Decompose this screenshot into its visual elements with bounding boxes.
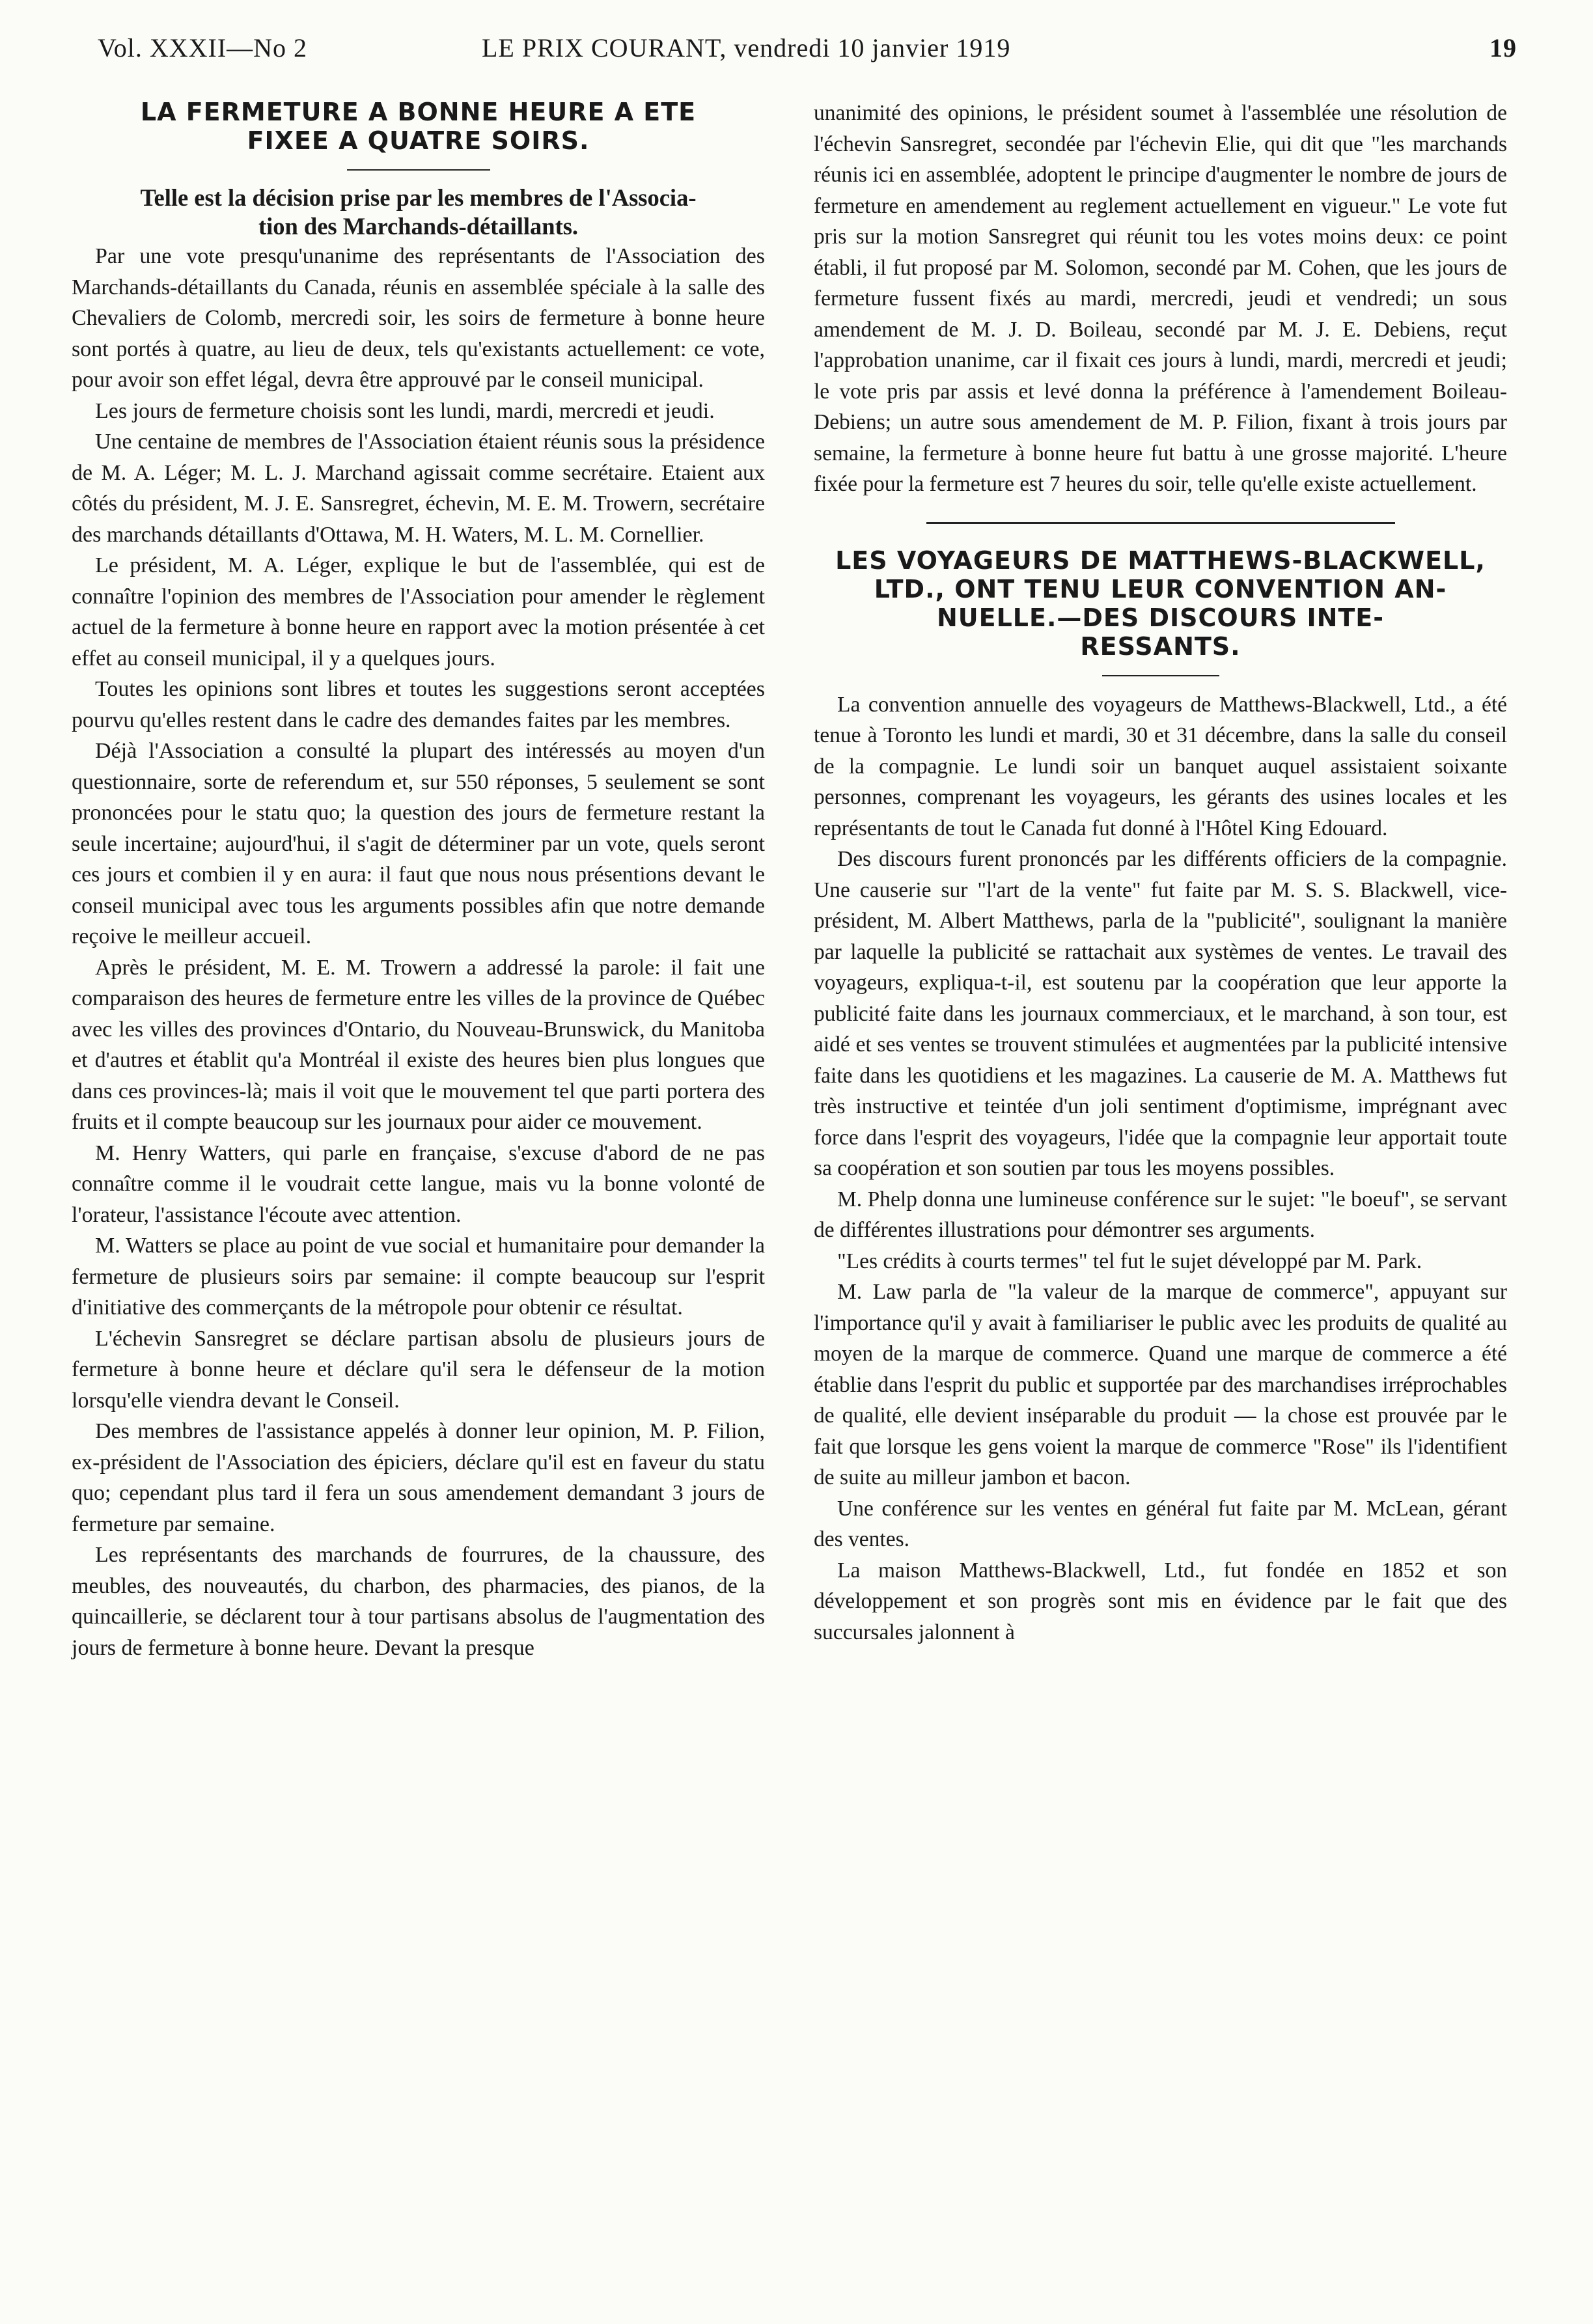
paragraph-continued: unanimité des opinions, le président soumet à l'assemblée une résolution de l'échevin Sansregret, secondée par l'échevin Elie, qui dit que "les marchands réunis ici en assemblée, adoptent le principe d'augmenter le nombre de jours de fermeture en amendement au reglement actuellement en vigueur." Le vote fut pris sur la motion Sansregret qui réunit tou les votes moins deux: ce point établi, il fut proposé par M. Solomon, secondé par M. Cohen, que les jours de fermeture fussent fixés au mardi, mercredi, jeudi et vendredi; un sous amendement de M. J. D. Boileau, secondé par M. J. E. Debiens, reçut l'approbation unanime, car il fixait ces jours à lundi, mardi, mercredi et jeudi; le vote pris par assis et levé donna la préférence à l'amendement Boileau-Debiens; un autre sous amendement de M. P. Filion, fixant à trois jours par semaine, la fermeture à bonne heure fut battu à une grosse majorité. L'heure fixée pour la fermeture est 7 heures du soir, telle qu'elle existe actuellement. (814, 101, 1507, 496)
paragraph: L'échevin Sansregret se déclare partisan absolu de plusieurs jours de fermeture à bonne heure et déclare qu'il sera le défenseur de la motion lorsqu'elle viendra devant le Conseil. (72, 1326, 765, 1413)
publication-date: LE PRIX COURANT, vendredi 10 janvier 1919 (482, 33, 1011, 62)
paragraph: Le président, M. A. Léger, explique le but de l'assemblée, qui est de connaître l'opinion des membres de l'Association pour amender le règlement actuel de la fermeture à bonne heure en rapport avec la motion présentée à cet effet au conseil municipal, il y a quelques jours. (72, 553, 765, 671)
running-head (91, 29, 1517, 68)
title-divider (347, 169, 490, 171)
article2-title-line4: RESSANTS. (1080, 631, 1241, 661)
page-number: 19 (1489, 33, 1517, 62)
paragraph: La maison Matthews-Blackwell, Ltd., fut fondée en 1852 et son développement et son progrès sont mis en évidence par le fait que des succursales jalonnent à (814, 1558, 1507, 1644)
paragraph: M. Watters se place au point de vue social et humanitaire pour demander la fermeture de plusieurs soirs par semaine: il compte beaucoup sur l'esprit d'initiative des commerçants de la métropole pour obtenir ce résultat. (72, 1234, 765, 1320)
paragraph: Après le président, M. E. M. Trowern a addressé la parole: il fait une comparaison des heures de fermeture entre les villes de la province de Québec avec les villes des provinces d'Ontario, du Nouveau-Brunswick, du Manitoba et d'autres et établit qu'a Montréal il existe des heures bien plus longues que dans ces provinces-là; mais il voit que le mouvement tel que parti portera des fruits et il compte beaucoup sur les journaux pour aider ce mouvement. (72, 955, 765, 1134)
paragraph: Des discours furent prononcés par les différents officiers de la compagnie. Une causerie sur "l'art de la vente" fut faite par M. S. S. Blackwell, vice-président, M. Albert Matthews, parla de la "publicité", soulignant la manière par laquelle la publicité se rattachait aux systèmes de ventes. Le travail des voyageurs, expliqua-t-il, est soutenu par la coopération que leur apporte la publicité faite dans les journaux commerciaux, et le marchand, à son tour, est aidé et ses ventes se trouvent stimulées et augmentées par la publicité intensive faite dans les quotidiens et les magazines. La causerie de M. A. Matthews fut très instructive et teintée d'un joli sentiment d'optimisme, imprégnant avec force dans l'esprit des voyageurs, l'idée que la compagnie leur apportait toute sa coopération et son soutien par tous les moyens possibles. (814, 847, 1507, 1180)
paragraph: Toutes les opinions sont libres et toutes les suggestions seront acceptées pourvu qu'elles restent dans le cadre des demandes faites par les membres. (72, 677, 765, 732)
article2-title-line3: NUELLE.—DES DISCOURS INTE- (936, 603, 1385, 632)
paragraph: Des membres de l'assistance appelés à donner leur opinion, M. P. Filion, ex-président de l'Association des épiciers, déclare qu'il est en faveur du statu quo; cependant plus tard il fera un sous amendement demandant 3 jours de fermeture par semaine. (72, 1419, 765, 1536)
article1-title-line1: LA FERMETURE A BONNE HEURE A ETE (140, 98, 697, 126)
article-matthews-blackwell (814, 546, 1507, 1648)
left-column (72, 98, 765, 1663)
article-separator (926, 522, 1395, 524)
paragraph: M. Henry Watters, qui parle en française, s'excuse d'abord de ne pas connaître comme il le voudrait cette langue, mais vu la bonne volonté de l'orateur, l'assistance l'écoute avec attention. (72, 1141, 765, 1227)
article1-subtitle-line1: Telle est la décision prise par les membres de l'Associa- (140, 184, 697, 211)
article1-body-continued (814, 98, 1507, 500)
right-column (814, 98, 1507, 1648)
article1-body-left (72, 241, 765, 1663)
article1-title-line2: FIXEE A QUATRE SOIRS. (247, 126, 590, 155)
paragraph: M. Law parla de "la valeur de la marque de commerce", appuyant sur l'importance qu'il y avait à familiariser le public avec les produits de qualité au moyen de la marque de commerce. Quand une marque de commerce a été établie dans l'esprit du public et supportée par des marchandises irréprochables de qualité, elle devient inséparable du produit — la chose est prouvée par le fait que lorsque les gens voient la marque de commerce "Rose" ils l'identifient de suite au milleur jambon et bacon. (814, 1280, 1507, 1489)
paragraph: Déjà l'Association a consulté la plupart des intéressés au moyen d'un questionnaire, sorte de referendum et, sur 550 réponses, 5 seulement se sont prononcées pour le statu quo; la question des jours de fermeture restant la seule incertaine; aujourd'hui, il s'agit de déterminer par un vote, quels seront ces jours et combien il y en aura: il faut que nous nous présentions devant le conseil municipal avec tous les arguments possibles afin que notre demande reçoive le meilleur accueil. (72, 739, 765, 948)
article2-title-line1: LES VOYAGEURS DE MATTHEWS-BLACKWELL, (835, 546, 1486, 575)
paragraph: Les représentants des marchands de fourrures, de la chaussure, des meubles, des nouveautés, du charbon, des pharmacies, des pianos, de la quincaillerie, se déclarent tour à tour partisans absolus de l'augmentation des jours de fermeture à bonne heure. Devant la presque (72, 1543, 765, 1660)
article2-body (814, 689, 1507, 1648)
paragraph: Les jours de fermeture choisis sont les lundi, mardi, mercredi et jeudi. (95, 398, 715, 423)
paragraph: La convention annuelle des voyageurs de Matthews-Blackwell, Ltd., a été tenue à Toronto les lundi et mardi, 30 et 31 décembre, dans la salle du conseil de la compagnie. Le lundi soir un banquet auquel assistaient soixante personnes, comprenant les voyageurs, les gérants des usines locales et les représentants de tout le Canada fut donné à l'Hôtel King Edouard. (814, 692, 1507, 840)
volume-number: Vol. XXXII—No 2 (98, 33, 308, 62)
paragraph: "Les crédits à courts termes" tel fut le sujet développé par M. Park. (837, 1249, 1422, 1273)
paragraph: Une conférence sur les ventes en général fut faite par M. McLean, gérant des ventes. (814, 1496, 1507, 1551)
paragraph: Par une vote presqu'unanime des représentants de l'Association des Marchands-détaillants du Canada, réunis en assemblée spéciale à la salle des Chevaliers de Colomb, mercredi soir, les soirs de fermeture à bonne heure sont portés à quatre, au lieu de deux, tels qu'existants actuellement: ce vote, pour avoir son effet légal, devra être approuvé par le conseil municipal. (72, 244, 765, 392)
title-divider (1102, 675, 1219, 676)
article2-title-line2: LTD., ONT TENU LEUR CONVENTION AN- (874, 574, 1447, 603)
article-fermeture (72, 98, 765, 1663)
article1-subtitle-line2: tion des Marchands-détaillants. (258, 213, 579, 240)
paragraph: M. Phelp donna une lumineuse conférence sur le sujet: "le boeuf", se servant de différentes illustrations pour démontrer ses arguments. (814, 1187, 1507, 1242)
paragraph: Une centaine de membres de l'Association étaient réunis sous la présidence de M. A. Léger; M. L. J. Marchand agissait comme secrétaire. Etaient aux côtés du président, M. J. E. Sansregret, échevin, M. E. M. Trowern, secrétaire des marchands détaillants d'Ottawa, M. H. Waters, M. L. M. Cornellier. (72, 430, 765, 547)
